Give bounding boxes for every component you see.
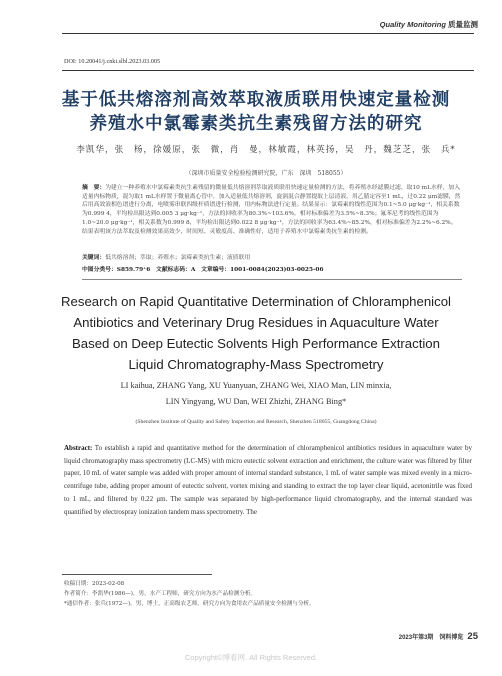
cn-class-text: 中图分类号：S859.79⁺6 文献标志码：A 文章编号：1001-0084(2023)03-0025-06 <box>82 267 324 273</box>
footnote-author: 作者简介：李凯华(1986—)，男，水产工程师，研究方向为水产品检测分析。 <box>64 591 257 597</box>
journal-name: Quality Monitoring <box>379 20 446 29</box>
issue-label: 2023年第3期 饲料博览 <box>398 635 464 641</box>
footnote-received: 收稿日期：2023-02-08 <box>64 581 125 587</box>
en-title-line: Antibiotics and Veterinary Drug Residues in Aquaculture Water <box>73 315 439 330</box>
doi-rule <box>62 70 474 71</box>
cn-abstract-text: 为建立一种养殖水中氯霉素类抗生素残留的微量低共熔溶剂萃取液质联用快速定量检测的方法，将养殖水经滤膜过滤，取10 mL水样，加入适量内标物质，混匀取1 mL水样置于微量离心管中，加入适量低共熔溶剂，旋涡混合静置提取上层清液，用乙腈定容至1 mL，过0.22 μm滤膜，然后用高效液相色谱进行分离，电喷雾串联四级杆质谱进行检测，用内标物法进行定量。结果显示：氯霉素的线性范围为0.1~5.0 μg·kg⁻¹，相关系数为0.999 4，平均检出限达到0.005 3 μg·kg⁻¹，方法的回收率为80.3%~103.6%，相对标准偏差为3.5%~8.3%；氟苯尼考的线性范围为1.0~20.0 μg·kg⁻¹，相关系数为0.999 8，平均检出限达到0.022 8 μg·kg⁻¹，方法的回收率为63.4%~85.2%，相对标准偏差为2.2%~6.2%。结果表明该方法萃取及检测效果高效少、时间短、灵敏度高、准确性好，适用于养殖水中氯霉素类抗生素的检测。 <box>82 185 461 235</box>
journal-header <box>380 19 478 30</box>
en-affiliation: (Shenzhen Institute of Quality and Safety Inspection and Research, Shenzhen 518055, Guangdong China) <box>135 419 377 425</box>
cn-affiliation: （深圳市质量安全检验检测研究院，广东 深圳 518055） <box>185 170 347 177</box>
en-title <box>40 291 472 375</box>
footnotes <box>64 579 315 609</box>
page-info <box>399 631 478 642</box>
cn-abstract-label: 摘 要： <box>82 185 106 191</box>
cn-title-line2: 养殖水中氯霉素类抗生素残留方法的研究 <box>89 114 423 134</box>
en-title-line: Liquid Chromatography-Mass Spectrometry <box>128 357 384 372</box>
cn-keywords <box>82 254 462 263</box>
header-rule <box>62 33 474 34</box>
cn-classification <box>82 266 462 275</box>
footnote-corresponding: *通信作者：张兵(1972—)，男，博士，正高级农艺师，研究方向为食用农产品质量安全检测与分析。 <box>64 601 315 607</box>
en-authors-line2: LIN Yingyang, WU Dan, WEI Zhizhi, ZHANG Bing* <box>165 397 347 406</box>
en-abstract-label: Abstract: <box>64 444 93 452</box>
cn-keywords-label: 关键词： <box>82 255 106 261</box>
en-title-line: Based on Deep Eutectic Solvents High Performance Extraction <box>72 336 440 351</box>
en-abstract-text: To establish a rapid and quantitative method for the determination of chloramphenicol antibiotics residues in aquaculture water by liquid chromatography mass spectrometry (LC-MS) with micro eutectic solvent extraction and enrichment, the culture water was filtered by filter paper, 10 mL of water sample was added with proper amount of internal standard substance, 1 mL of water sample was mixed evenly in a micro-centrifuge tube, adding proper amount of eutectic solvent, vortex mixing and standing to extract the top layer clear liquid, acetonitrile was fixed to 1 mL, and filtered by 0.22 μm. The sample was separated by high-performance liquid chromatography, and the internal standard was quantified by electrospray ionization tandem mass spectrometry. The <box>64 444 473 516</box>
en-authors-line1: LI kaihua, ZHANG Yang, XU Yuanyuan, ZHANG Wei, XIAO Man, LIN minxia, <box>120 381 392 390</box>
en-abstract <box>64 442 472 518</box>
page-number: 25 <box>467 631 478 642</box>
cn-abstract-rule <box>82 279 462 280</box>
section-name: 质量监测 <box>448 20 478 29</box>
cn-abstract <box>82 184 462 236</box>
cn-keywords-text: 低共熔溶剂；萃取；养殖水；氯霉素类抗生素；液质联用 <box>105 255 251 261</box>
footnote-rule <box>62 574 212 575</box>
cn-authors: 李凯华，张 杨，徐媛原，张 微，肖 曼，林敏霞，林英扬，吴 丹，魏芝芝，张 兵* <box>76 145 456 155</box>
cn-title-line1: 基于低共熔溶剂高效萃取液质联用快速定量检测 <box>61 90 451 110</box>
doi: DOI: 10.20041/j.cnki.slbl.2023.03.005 <box>64 58 161 65</box>
copyright-watermark: Copyright©博看网. All Rights Reserved. <box>184 653 318 662</box>
en-authors <box>40 378 472 410</box>
en-title-line: Research on Rapid Quantitative Determination of Chloramphenicol <box>61 294 451 309</box>
